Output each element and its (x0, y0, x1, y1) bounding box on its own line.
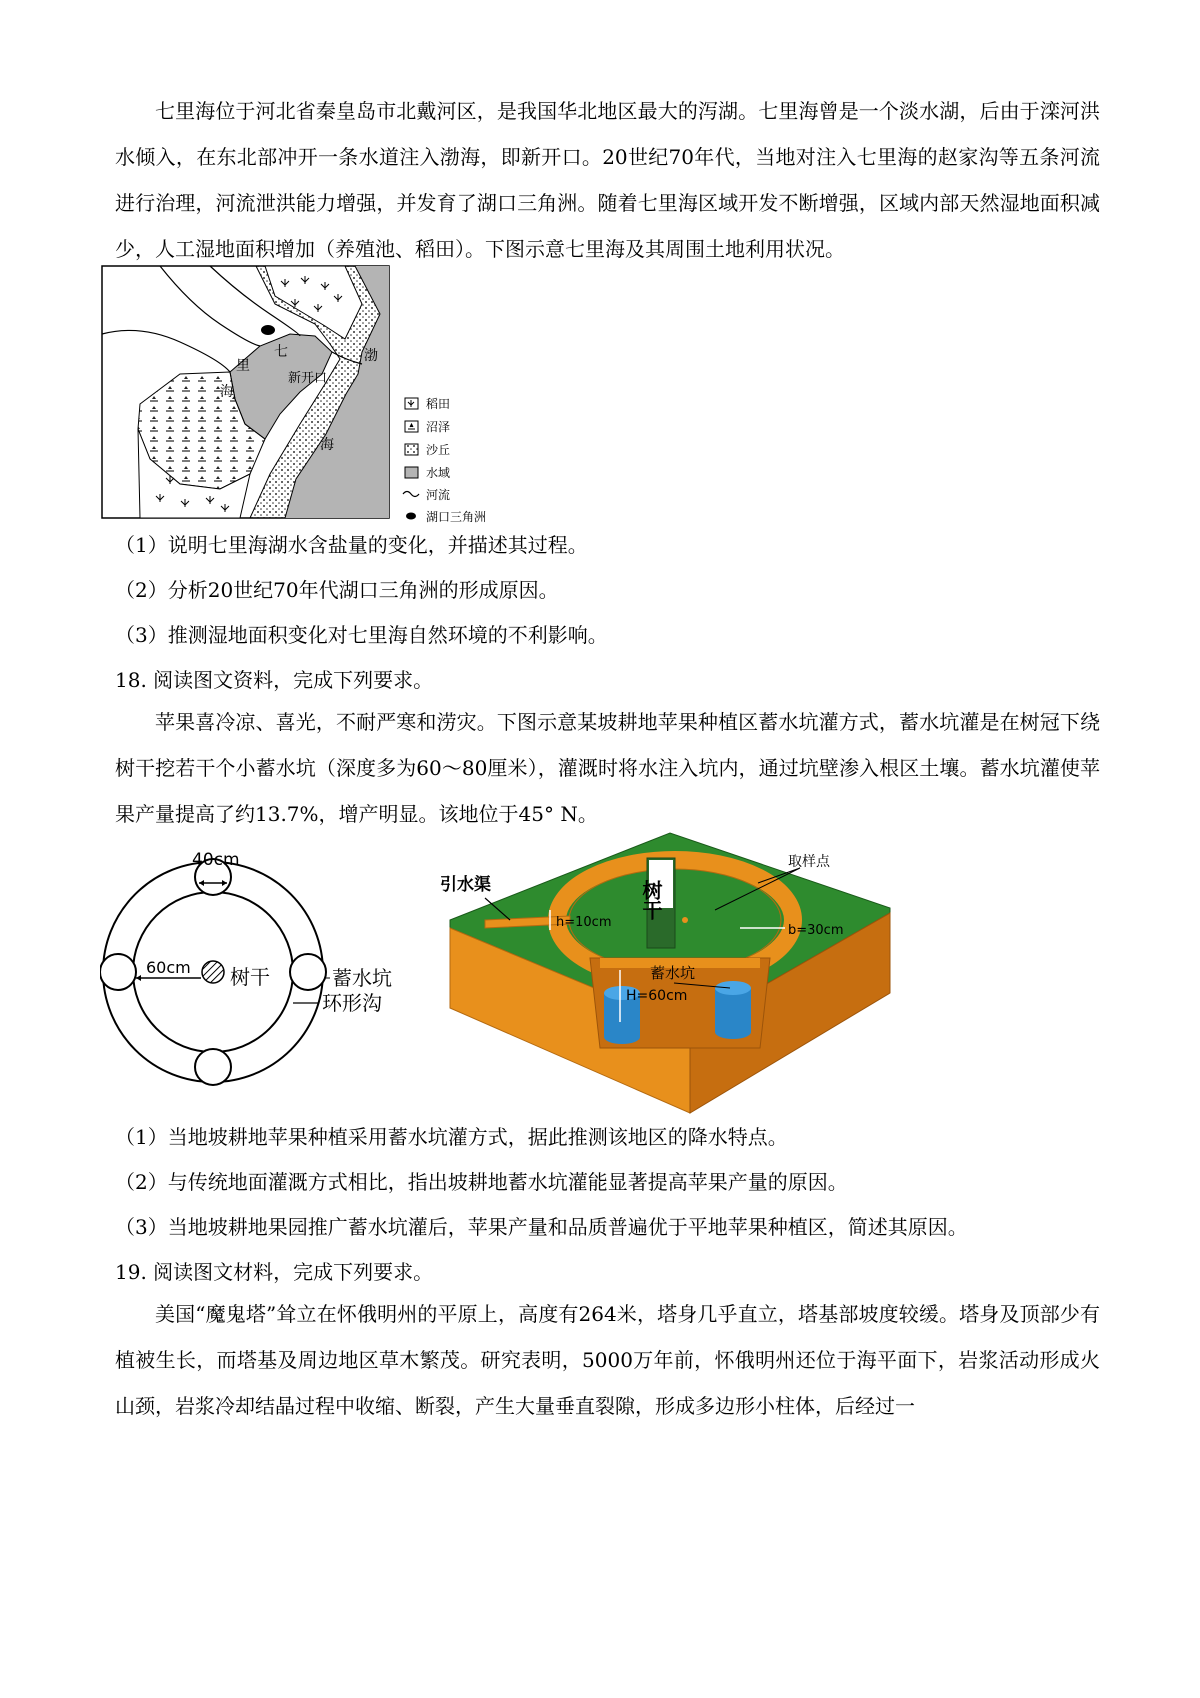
legend-marsh: 沼泽 (426, 420, 451, 434)
q18-intro: 苹果喜冷凉、喜光，不耐严寒和涝灾。下图示意某坡耕地苹果种植区蓄水坑灌方式，蓄水坑灌是在树冠下绕树干挖若干个小蓄水坑（深度多为60～80厘米），灌溉时将水注入坑内，通过坑壁渗入根区土壤。蓄水坑灌使苹果产量提高了约13.7%，增产明显。该地位于45° N。 (115, 710, 1100, 826)
label-xinkaikou: 新开口 (288, 371, 328, 386)
h-pit-label: H=60cm (626, 988, 688, 1004)
sample-point-1 (682, 917, 688, 923)
delta-icon (406, 513, 416, 520)
legend-river: 河流 (426, 488, 451, 502)
q18-sub-1: （1）当地坡耕地苹果种植采用蓄水坑灌方式，据此推测该地区的降水特点。 (115, 1125, 788, 1149)
label-hai-lake: 海 (220, 384, 234, 400)
channel-label: 引水渠 (440, 875, 491, 895)
block-diagram (440, 828, 900, 1118)
sample-label: 取样点 (788, 854, 830, 870)
pit-bottom (195, 1049, 231, 1085)
pit-label: 蓄水坑 (650, 964, 696, 982)
ditch-label: 环形沟 (322, 991, 382, 1015)
legend-delta: 湖口三角洲 (426, 510, 487, 524)
label-bohai-sea: 海 (320, 437, 334, 453)
river-icon (403, 492, 419, 497)
pit-label: 蓄水坑 (332, 966, 392, 990)
trunk-label: 树干 (230, 965, 270, 989)
q18-sub-3: （3）当地坡耕地果园推广蓄水坑灌后，苹果产量和品质普遍优于平地苹果种植区，简述其原因。 (115, 1215, 968, 1239)
ring-diagram (100, 845, 430, 1095)
legend-dune: 沙丘 (426, 443, 451, 457)
pit-left (100, 954, 136, 990)
q18-sub-2: （2）与传统地面灌溉方式相比，指出坡耕地蓄水坑灌能显著提高苹果产量的原因。 (115, 1170, 848, 1194)
legend-paddy: 稻田 (426, 397, 451, 411)
width-label: 40cm (192, 850, 240, 870)
q17-sub-1: （1）说明七里海湖水含盐量的变化，并描述其过程。 (115, 533, 588, 557)
dune-icon (405, 444, 418, 455)
q17-intro: 七里海位于河北省秦皇岛市北戴河区，是我国华北地区最大的泻湖。七里海曾是一个淡水湖，后由于滦河洪水倾入，在东北部冲开一条水道注入渤海，即新开口。20世纪70年代，当地对注入七里海的赵家沟等五条河流进行治理，河流泄洪能力增强，并发育了湖口三角洲。随着七里海区域开发不断增强，区域内部天然湿地面积减少，人工湿地面积增加（养殖池、稻田）。下图示意七里海及其周围土地利用状况。 (115, 99, 1100, 261)
h-ditch-label: h=10cm (556, 915, 612, 930)
q18-title: 18. 阅读图文资料，完成下列要求。 (115, 668, 434, 692)
map-legend (403, 397, 486, 524)
q17-sub-3: （3）推测湿地面积变化对七里海自然环境的不利影响。 (115, 623, 608, 647)
trunk-symbol (202, 961, 224, 983)
pit-right (715, 981, 751, 1039)
water-icon (405, 467, 418, 478)
label-li: 里 (236, 358, 250, 374)
radius-label: 60cm (146, 958, 191, 977)
legend-water: 水域 (426, 466, 451, 480)
q17-sub-2: （2）分析20世纪70年代湖口三角洲的形成原因。 (115, 578, 559, 602)
qilihai-map (100, 264, 570, 526)
q19-title: 19. 阅读图文材料，完成下列要求。 (115, 1260, 434, 1284)
pit-right (290, 954, 326, 990)
trunk-label: 树干 (639, 880, 663, 920)
label-bo: 渤 (364, 348, 378, 364)
delta-mark (261, 325, 275, 335)
b-width-label: b=30cm (788, 923, 844, 938)
label-qi: 七 (274, 344, 288, 360)
q19-intro: 美国“魔鬼塔”耸立在怀俄明州的平原上，高度有264米，塔身几乎直立，塔基部坡度较缓。塔身及顶部少有植被生长，而塔基及周边地区草木繁茂。研究表明，5000万年前，怀俄明州还位于海平面下，岩浆活动形成火山颈，岩浆冷却结晶过程中收缩、断裂，产生大量垂直裂隙，形成多边形小柱体，后经过一 (115, 1302, 1100, 1418)
